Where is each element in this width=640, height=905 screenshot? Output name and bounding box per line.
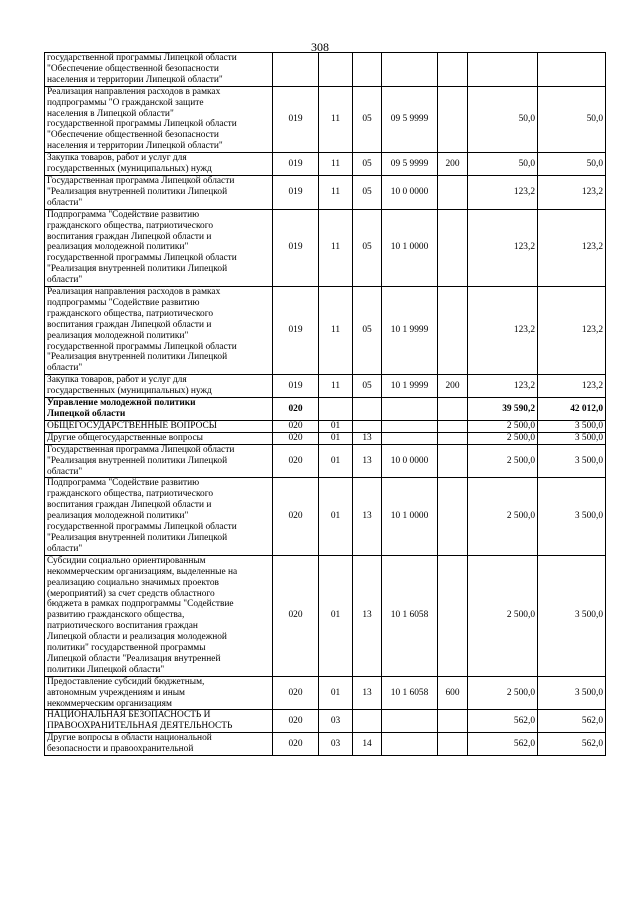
expense-name-cell: Закупка товаров, работ и услуг для государственных (муниципальных) нужд	[45, 375, 273, 398]
expense-type-code-cell	[438, 53, 468, 87]
expense-name-cell: Субсидии социально ориентированным некоммерческим организациям, выделенные на реализацию социально значимых проектов (мероприятий) за счет средств областного бюджета в рамках подпрограммы "Содействие развитию гражданского общества, патриотического воспитания граждан Липецкой области и реализация молодежной политики" государственной программы Липецкой области "Реализация внутренней политики Липецкой области"	[45, 555, 273, 676]
expense-type-code-cell	[438, 86, 468, 152]
section-code-cell	[319, 53, 353, 87]
page-number: 308	[311, 40, 329, 54]
expense-type-code-cell	[438, 175, 468, 209]
table-row	[45, 153, 606, 176]
table-row	[45, 676, 606, 710]
target-item-code-cell: 09 5 9999	[382, 153, 438, 176]
amount-year1-cell: 2 500,0	[468, 432, 538, 444]
ministry-code-cell: 020	[273, 478, 319, 555]
table-row	[45, 175, 606, 209]
section-code-cell: 11	[319, 153, 353, 176]
amount-year2-cell: 50,0	[538, 86, 606, 152]
expense-type-code-cell	[438, 420, 468, 432]
section-code-cell: 01	[319, 478, 353, 555]
amount-year1-cell: 123,2	[468, 209, 538, 286]
target-item-code-cell: 10 1 0000	[382, 209, 438, 286]
section-code-cell: 01	[319, 420, 353, 432]
target-item-code-cell: 10 1 0000	[382, 478, 438, 555]
subsection-code-cell	[353, 53, 382, 87]
ministry-code-cell: 020	[273, 444, 319, 478]
amount-year2-cell	[538, 53, 606, 87]
table-row	[45, 209, 606, 286]
ministry-code-cell: 020	[273, 676, 319, 710]
subsection-code-cell: 05	[353, 209, 382, 286]
expense-type-code-cell	[438, 710, 468, 733]
amount-year1-cell: 2 500,0	[468, 676, 538, 710]
expense-name-cell: государственной программы Липецкой области "Обеспечение общественной безопасности населения и территории Липецкой области"	[45, 53, 273, 87]
amount-year2-cell: 123,2	[538, 287, 606, 375]
subsection-code-cell: 13	[353, 432, 382, 444]
amount-year2-cell: 3 500,0	[538, 444, 606, 478]
section-code-cell: 03	[319, 710, 353, 733]
amount-year2-cell: 3 500,0	[538, 478, 606, 555]
amount-year2-cell: 3 500,0	[538, 676, 606, 710]
expense-type-code-cell	[438, 733, 468, 756]
table-row	[45, 710, 606, 733]
subsection-code-cell: 13	[353, 478, 382, 555]
expense-type-code-cell	[438, 209, 468, 286]
section-code-cell: 11	[319, 86, 353, 152]
target-item-code-cell: 10 0 0000	[382, 444, 438, 478]
ministry-code-cell: 019	[273, 375, 319, 398]
amount-year2-cell: 3 500,0	[538, 420, 606, 432]
amount-year1-cell: 562,0	[468, 733, 538, 756]
ministry-code-cell: 020	[273, 555, 319, 676]
ministry-code-cell: 019	[273, 287, 319, 375]
expense-name-cell: Государственная программа Липецкой области "Реализация внутренней политики Липецкой области"	[45, 444, 273, 478]
amount-year1-cell: 2 500,0	[468, 478, 538, 555]
ministry-code-cell: 020	[273, 398, 319, 421]
amount-year2-cell: 562,0	[538, 710, 606, 733]
amount-year2-cell: 562,0	[538, 733, 606, 756]
amount-year2-cell: 50,0	[538, 153, 606, 176]
amount-year2-cell: 123,2	[538, 209, 606, 286]
table-row	[45, 420, 606, 432]
expense-name-cell: Другие вопросы в области национальной безопасности и правоохранительной	[45, 733, 273, 756]
expense-name-cell: Предоставление субсидий бюджетным, автономным учреждениям и иным некоммерческим организациям	[45, 676, 273, 710]
target-item-code-cell: 10 1 9999	[382, 375, 438, 398]
amount-year1-cell: 123,2	[468, 375, 538, 398]
expense-name-cell: Реализация направления расходов в рамках подпрограммы "О гражданской защите населения в Липецкой области" государственной программы Липецкой области "Обеспечение общественной безопасности населения и территории Липецкой области"	[45, 86, 273, 152]
amount-year1-cell: 562,0	[468, 710, 538, 733]
expense-name-cell: Другие общегосударственные вопросы	[45, 432, 273, 444]
table-row	[45, 555, 606, 676]
expense-name-cell: Государственная программа Липецкой области "Реализация внутренней политики Липецкой области"	[45, 175, 273, 209]
ministry-code-cell: 020	[273, 432, 319, 444]
expense-type-code-cell	[438, 398, 468, 421]
expense-name-cell: Закупка товаров, работ и услуг для государственных (муниципальных) нужд	[45, 153, 273, 176]
section-code-cell: 03	[319, 733, 353, 756]
section-code-cell: 01	[319, 555, 353, 676]
ministry-code-cell: 019	[273, 153, 319, 176]
subsection-code-cell	[353, 420, 382, 432]
table-row	[45, 432, 606, 444]
target-item-code-cell: 10 1 6058	[382, 555, 438, 676]
ministry-code-cell: 019	[273, 209, 319, 286]
target-item-code-cell	[382, 420, 438, 432]
target-item-code-cell	[382, 733, 438, 756]
expense-type-code-cell	[438, 555, 468, 676]
amount-year2-cell: 42 012,0	[538, 398, 606, 421]
section-code-cell: 11	[319, 287, 353, 375]
table-row	[45, 375, 606, 398]
subsection-code-cell: 05	[353, 86, 382, 152]
ministry-code-cell	[273, 53, 319, 87]
table-row	[45, 444, 606, 478]
target-item-code-cell: 10 1 9999	[382, 287, 438, 375]
amount-year1-cell: 123,2	[468, 287, 538, 375]
subsection-code-cell: 14	[353, 733, 382, 756]
subsection-code-cell: 05	[353, 375, 382, 398]
subsection-code-cell	[353, 398, 382, 421]
subsection-code-cell: 05	[353, 153, 382, 176]
ministry-code-cell: 019	[273, 175, 319, 209]
amount-year2-cell: 3 500,0	[538, 555, 606, 676]
target-item-code-cell: 09 5 9999	[382, 86, 438, 152]
table-row	[45, 287, 606, 375]
amount-year1-cell: 50,0	[468, 153, 538, 176]
expense-type-code-cell	[438, 432, 468, 444]
ministry-code-cell: 020	[273, 733, 319, 756]
expense-type-code-cell	[438, 444, 468, 478]
expense-type-code-cell: 200	[438, 153, 468, 176]
target-item-code-cell	[382, 398, 438, 421]
expense-name-cell: Реализация направления расходов в рамках подпрограммы "Содействие развитию гражданского общества, патриотического воспитания граждан Липецкой области и реализация молодежной политики" государственной программы Липецкой области "Реализация внутренней политики Липецкой области"	[45, 287, 273, 375]
ministry-code-cell: 020	[273, 710, 319, 733]
amount-year2-cell: 123,2	[538, 175, 606, 209]
table-row	[45, 86, 606, 152]
section-code-cell: 11	[319, 209, 353, 286]
expense-type-code-cell: 200	[438, 375, 468, 398]
table-row	[45, 398, 606, 421]
section-code-cell: 11	[319, 375, 353, 398]
ministry-code-cell: 019	[273, 86, 319, 152]
section-code-cell	[319, 398, 353, 421]
amount-year1-cell: 2 500,0	[468, 555, 538, 676]
expense-name-cell: Управление молодежной политики Липецкой области	[45, 398, 273, 421]
amount-year2-cell: 3 500,0	[538, 432, 606, 444]
budget-table	[44, 52, 606, 756]
section-code-cell: 11	[319, 175, 353, 209]
target-item-code-cell	[382, 710, 438, 733]
amount-year1-cell	[468, 53, 538, 87]
budget-table-body	[45, 53, 606, 756]
amount-year1-cell: 2 500,0	[468, 444, 538, 478]
expense-type-code-cell	[438, 287, 468, 375]
ministry-code-cell: 020	[273, 420, 319, 432]
subsection-code-cell: 13	[353, 555, 382, 676]
table-row	[45, 53, 606, 87]
expense-name-cell: ОБЩЕГОСУДАРСТВЕННЫЕ ВОПРОСЫ	[45, 420, 273, 432]
target-item-code-cell: 10 1 6058	[382, 676, 438, 710]
amount-year2-cell: 123,2	[538, 375, 606, 398]
subsection-code-cell: 05	[353, 175, 382, 209]
expense-name-cell: НАЦИОНАЛЬНАЯ БЕЗОПАСНОСТЬ И ПРАВООХРАНИТЕЛЬНАЯ ДЕЯТЕЛЬНОСТЬ	[45, 710, 273, 733]
section-code-cell: 01	[319, 432, 353, 444]
subsection-code-cell: 13	[353, 676, 382, 710]
target-item-code-cell	[382, 53, 438, 87]
section-code-cell: 01	[319, 444, 353, 478]
table-row	[45, 733, 606, 756]
section-code-cell: 01	[319, 676, 353, 710]
target-item-code-cell: 10 0 0000	[382, 175, 438, 209]
amount-year1-cell: 39 590,2	[468, 398, 538, 421]
subsection-code-cell: 05	[353, 287, 382, 375]
expense-type-code-cell	[438, 478, 468, 555]
expense-type-code-cell: 600	[438, 676, 468, 710]
subsection-code-cell	[353, 710, 382, 733]
table-row	[45, 478, 606, 555]
subsection-code-cell: 13	[353, 444, 382, 478]
amount-year1-cell: 2 500,0	[468, 420, 538, 432]
target-item-code-cell	[382, 432, 438, 444]
amount-year1-cell: 50,0	[468, 86, 538, 152]
amount-year1-cell: 123,2	[468, 175, 538, 209]
expense-name-cell: Подпрограмма "Содействие развитию гражданского общества, патриотического воспитания граждан Липецкой области и реализация молодежной политики" государственной программы Липецкой области "Реализация внутренней политики Липецкой области"	[45, 209, 273, 286]
expense-name-cell: Подпрограмма "Содействие развитию гражданского общества, патриотического воспитания граждан Липецкой области и реализация молодежной политики" государственной программы Липецкой области "Реализация внутренней политики Липецкой области"	[45, 478, 273, 555]
